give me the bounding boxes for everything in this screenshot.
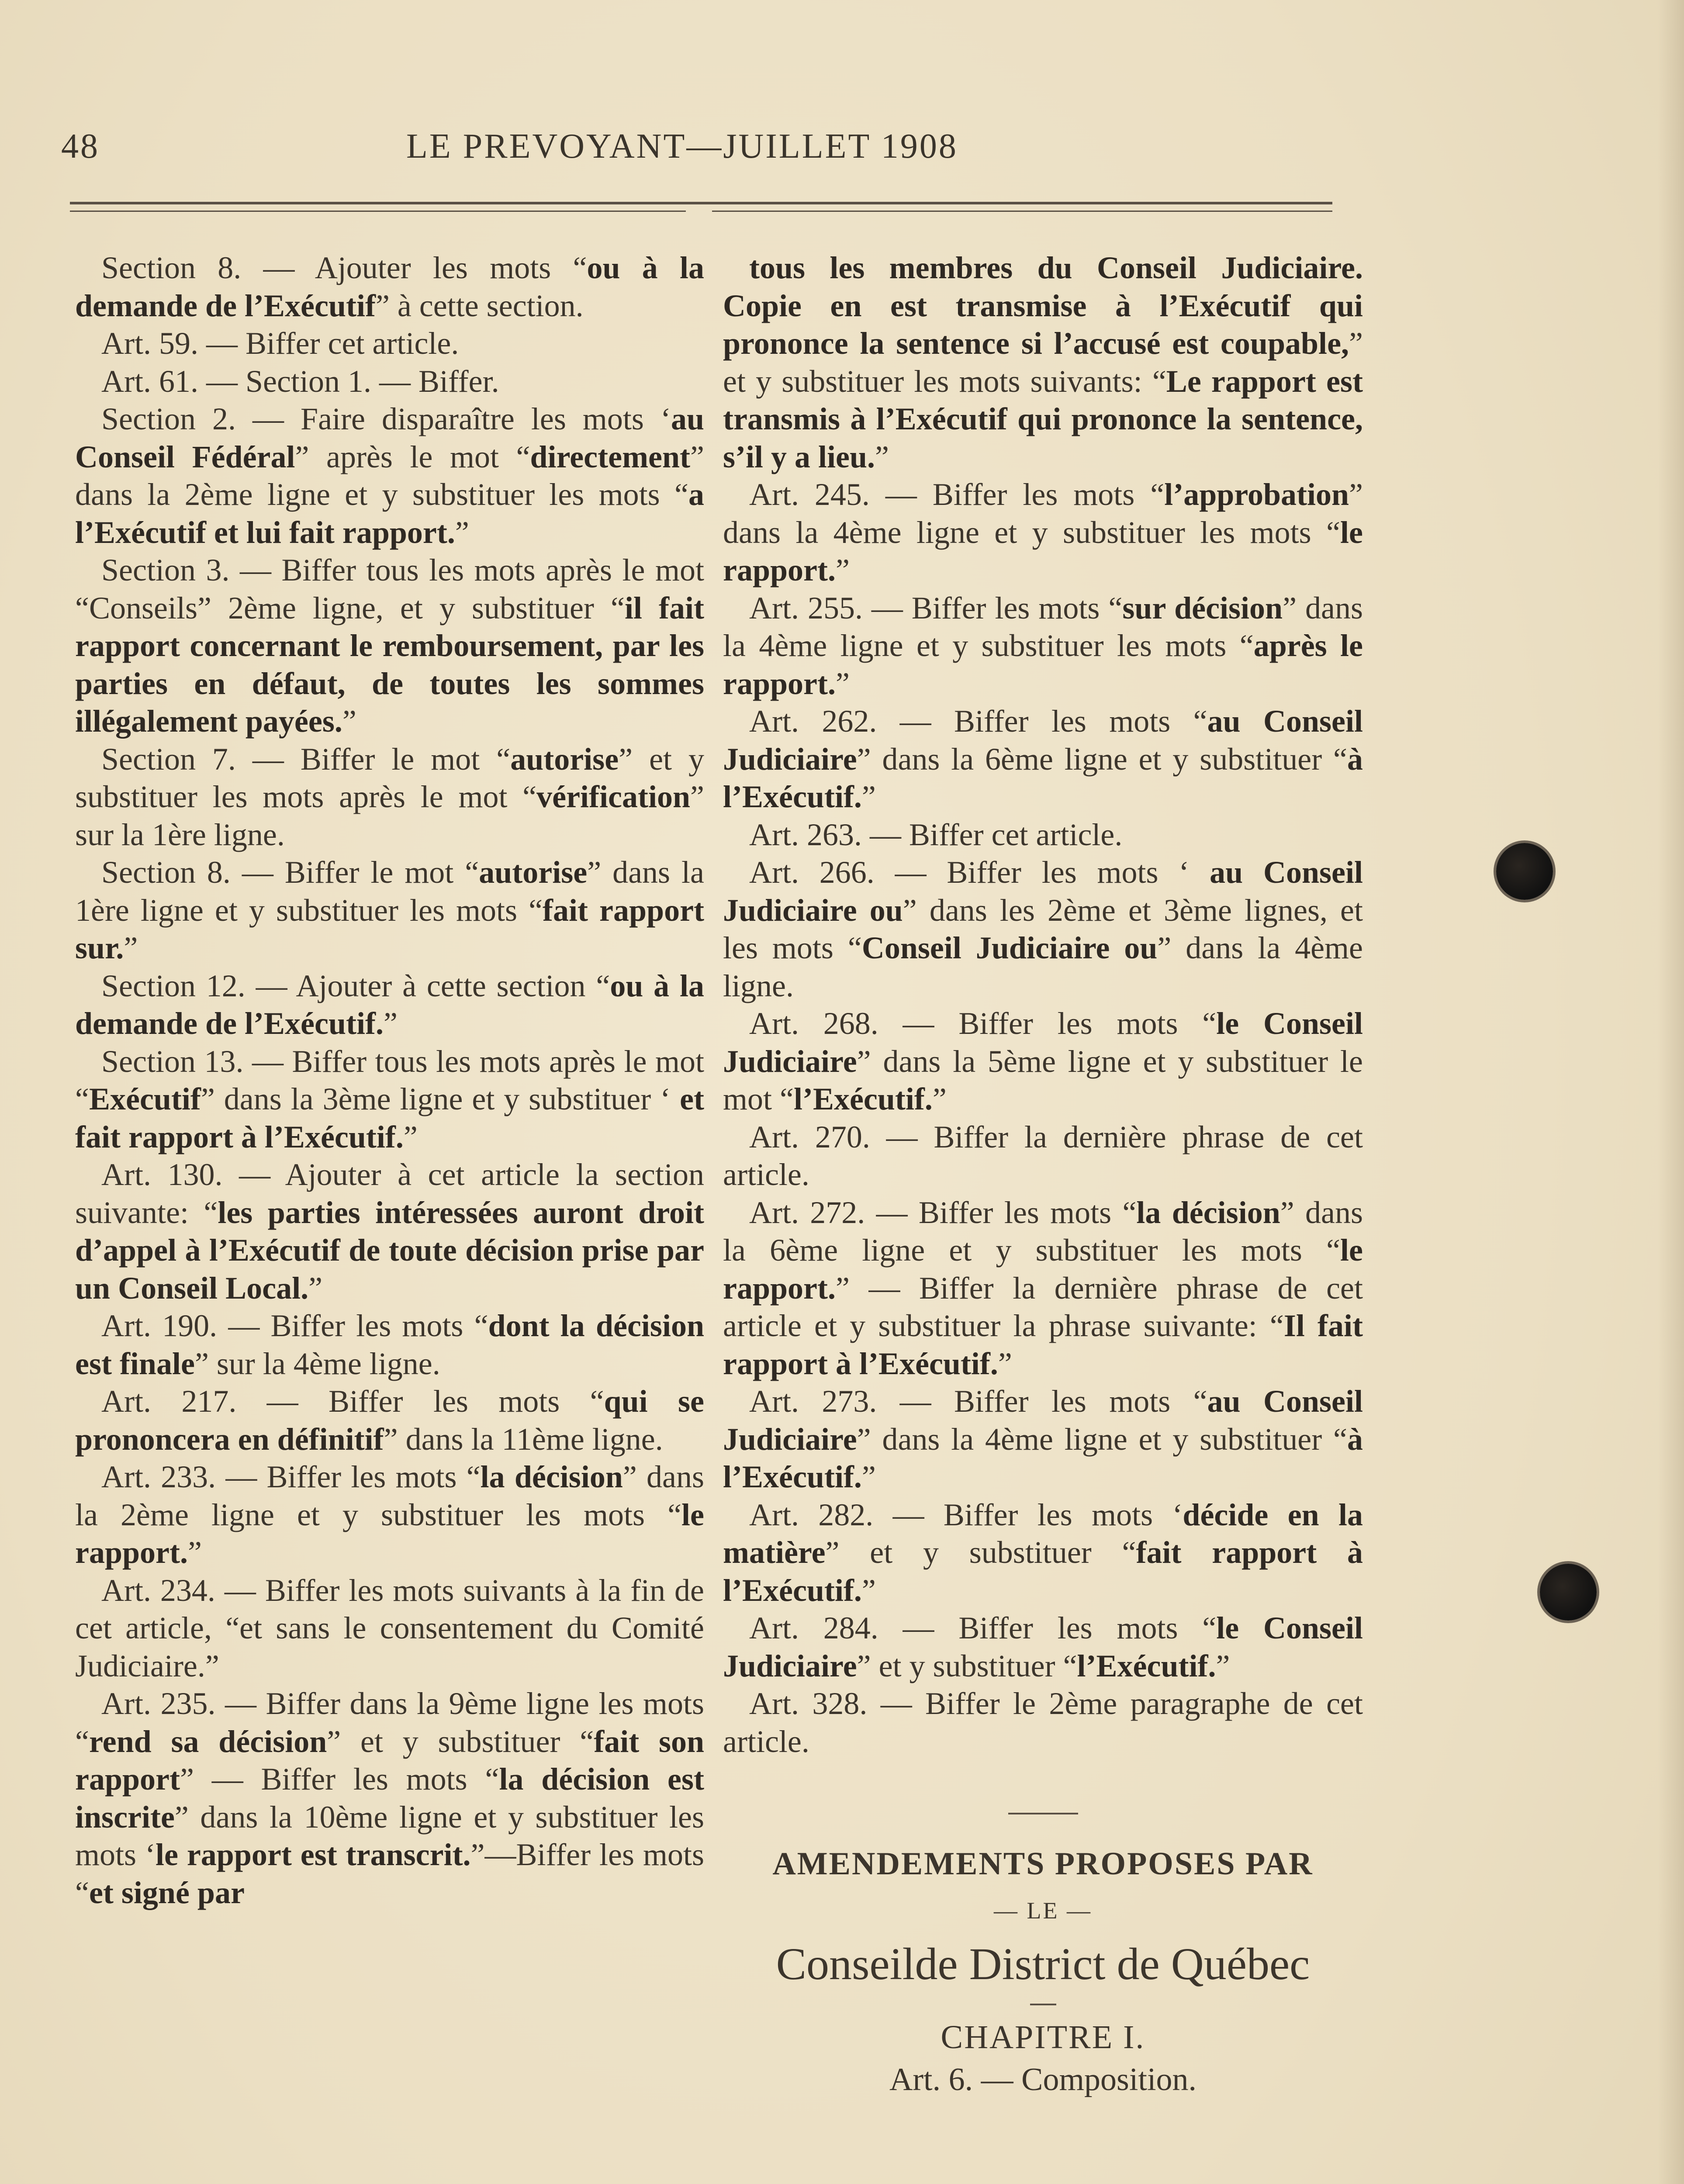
- paragraph-text: Art. 284. — Biffer les mots “: [749, 1610, 1217, 1645]
- paragraph-text: Section 2. — Faire disparaître les mots ‘: [101, 401, 671, 436]
- bold-quoted-text: le Conseil Judiciaire: [723, 1006, 1363, 1079]
- article-6-composition: Art. 6. — Composition.: [889, 2061, 1197, 2098]
- paragraph-text: Art. 266. — Biffer les mots ‘: [749, 855, 1210, 890]
- bold-quoted-text: vérification: [536, 779, 691, 814]
- paragraph-text: ”—Biffer les mots “: [75, 1837, 704, 1910]
- bold-quoted-text: l’approbation: [1164, 477, 1349, 512]
- paragraph-text: Art. 190. — Biffer les mots “: [101, 1308, 488, 1343]
- paragraph-text: ” et y substituer “: [825, 1535, 1136, 1570]
- bold-quoted-text: au Conseil Judiciaire ou: [723, 855, 1363, 928]
- right-paragraph: [723, 1382, 1363, 1496]
- section-separator: [1008, 1813, 1078, 1814]
- bold-quoted-text: qui se prononcera en définitif: [75, 1384, 704, 1457]
- paragraph-text: Art. 272. — Biffer les mots “: [749, 1195, 1137, 1230]
- paragraph-text: Art. 270. — Biffer la dernière phrase de cet article.: [723, 1119, 1363, 1192]
- left-paragraph: [75, 400, 704, 551]
- paragraph-text: Section 7. — Biffer le mot “: [101, 741, 511, 777]
- bold-quoted-text: l’Exécutif.: [1077, 1648, 1216, 1683]
- page-edge-shadow: [1658, 0, 1684, 2184]
- paragraph-text: ” et y substituer “: [327, 1724, 594, 1759]
- bold-quoted-text: l’Exécutif.: [793, 1082, 933, 1116]
- left-paragraph: [75, 967, 704, 1043]
- paragraph-text: ”: [861, 1572, 876, 1608]
- paragraph-text: ” et y substituer les mots après le mot “: [75, 741, 704, 814]
- bold-quoted-text: la décision: [1136, 1195, 1280, 1230]
- bold-quoted-text: Le rapport est transmis à l’Exécutif qui prononce la sentence, s’il y a lieu.: [723, 363, 1363, 474]
- paragraph-text: ” dans la 2ème ligne et y substituer les mots “: [75, 439, 704, 512]
- left-paragraph: [75, 854, 704, 967]
- paragraph-text: ” dans la 10ème ligne et y substituer les mots ‘: [75, 1799, 704, 1872]
- right-column-articles: [723, 249, 1363, 1760]
- paragraph-text: ”: [835, 553, 850, 587]
- right-paragraph: [723, 1685, 1363, 1760]
- amendments-le: — LE —: [994, 1897, 1092, 1924]
- left-paragraph: [75, 740, 704, 854]
- paragraph-text: ”: [835, 666, 850, 701]
- paragraph-text: Art. 273. — Biffer les mots “: [749, 1384, 1207, 1419]
- bold-quoted-text: Conseil Judiciaire ou: [861, 930, 1158, 965]
- paragraph-text: Art. 130. — Ajouter à cet article la section suivante: “: [75, 1157, 704, 1230]
- paragraph-text: ” — Biffer les mots “: [180, 1762, 499, 1797]
- bold-quoted-text: décide en la matière: [723, 1497, 1363, 1570]
- paragraph-text: ” — Biffer la dernière phrase de cet article et y substituer la phrase suivante: “: [723, 1270, 1363, 1343]
- bold-quoted-text: et fait rapport à l’Exécutif.: [75, 1082, 704, 1154]
- bold-quoted-text: au Conseil Fédéral: [75, 401, 704, 474]
- paragraph-text: ” dans la 11ème ligne.: [384, 1421, 663, 1457]
- paragraph-text: ” après le mot “: [295, 439, 530, 474]
- bold-quoted-text: le rapport.: [723, 1233, 1363, 1306]
- left-paragraph: [75, 1572, 704, 1685]
- right-column: [723, 249, 1363, 2098]
- right-paragraph: [723, 1194, 1363, 1383]
- paragraph-text: Art. 217. — Biffer les mots “: [101, 1384, 604, 1419]
- paragraph-text: ”: [455, 515, 469, 550]
- bold-quoted-text: fait rapport à l’Exécutif.: [723, 1535, 1363, 1608]
- header-rule-left: [70, 211, 686, 212]
- left-paragraph: [75, 363, 704, 401]
- paragraph-text: ” dans la 1ère ligne et y substituer les mots “: [75, 855, 704, 928]
- bold-quoted-text: à l’Exécutif.: [723, 1421, 1363, 1494]
- paragraph-text: ”: [342, 704, 356, 739]
- journal-title: LE PREVOYANT—JUILLET 1908: [406, 127, 958, 166]
- right-paragraph: [723, 476, 1363, 589]
- bold-quoted-text: le rapport est transcrit.: [155, 1837, 471, 1872]
- paragraph-text: ” à cette section.: [375, 288, 584, 323]
- bold-quoted-text: Exécutif: [89, 1082, 201, 1116]
- bold-quoted-text: la décision est inscrite: [75, 1762, 704, 1835]
- paragraph-text: Art. 245. — Biffer les mots “: [749, 477, 1165, 512]
- paragraph-text: Art. 255. — Biffer les mots “: [749, 590, 1123, 625]
- bold-quoted-text: tous les membres du Conseil Judiciaire. Copie en est transmise à l’Exécutif qui prononce la sentence si l’accusé est coupable,: [723, 250, 1363, 361]
- chapter-heading: CHAPITRE I.: [941, 2019, 1145, 2056]
- small-dash: [1030, 2004, 1056, 2005]
- amendments-heading: AMENDEMENTS PROPOSES PAR: [772, 1846, 1314, 1882]
- paragraph-text: ” sur la 1ère ligne.: [75, 779, 704, 852]
- paragraph-text: ”: [1216, 1648, 1230, 1683]
- left-paragraph: [75, 1307, 704, 1382]
- paragraph-text: Section 8. — Biffer le mot “: [101, 855, 479, 890]
- bold-quoted-text: au Conseil Judiciaire: [723, 704, 1363, 777]
- paragraph-text: ”: [861, 779, 876, 814]
- paragraph-text: ”: [308, 1270, 323, 1306]
- paragraph-text: ”: [875, 439, 889, 474]
- bold-quoted-text: Il fait rapport à l’Exécutif.: [723, 1308, 1363, 1381]
- bold-quoted-text: sur décision: [1122, 590, 1283, 625]
- bold-quoted-text: rend sa décision: [89, 1724, 327, 1759]
- paragraph-text: ”: [124, 930, 138, 965]
- bold-quoted-text: ou à la demande de l’Exécutif: [75, 250, 704, 323]
- bold-quoted-text: le rapport.: [75, 1497, 704, 1570]
- binding-hole-lower: [1540, 1564, 1597, 1621]
- bold-quoted-text: à l’Exécutif.: [723, 741, 1363, 814]
- right-paragraph: [723, 1005, 1363, 1118]
- bold-quoted-text: après le rapport.: [723, 628, 1363, 701]
- left-paragraph: [75, 325, 704, 363]
- paragraph-text: ”: [383, 1006, 398, 1041]
- paragraph-text: ” et y substituer les mots suivants: “: [723, 326, 1363, 399]
- header-rule-top: [70, 202, 1332, 204]
- paragraph-text: Art. 282. — Biffer les mots ‘: [749, 1497, 1183, 1532]
- bold-quoted-text: fait rapport sur.: [75, 892, 705, 965]
- left-paragraph: [75, 1156, 704, 1307]
- paragraph-text: ” dans la 6ème ligne et y substituer “: [857, 741, 1347, 777]
- bold-quoted-text: au Conseil Judiciaire: [723, 1384, 1363, 1457]
- paragraph-text: Art. 268. — Biffer les mots “: [749, 1006, 1217, 1041]
- left-paragraph: [75, 1043, 704, 1156]
- bold-quoted-text: la décision: [480, 1459, 623, 1494]
- left-paragraph: [75, 551, 704, 740]
- paragraph-text: ”: [187, 1535, 202, 1570]
- right-paragraph: [723, 1118, 1363, 1194]
- right-paragraph: [723, 816, 1363, 854]
- right-paragraph: [723, 1609, 1363, 1685]
- paragraph-text: Art. 328. — Biffer le 2ème paragraphe de cet article.: [723, 1686, 1363, 1759]
- paragraph-text: ” dans la 3ème ligne et y substituer ‘: [201, 1082, 680, 1116]
- paragraph-text: Art. 61. — Section 1. — Biffer.: [101, 363, 499, 399]
- left-paragraph: [75, 1458, 704, 1572]
- bold-quoted-text: fait son rapport: [75, 1724, 705, 1797]
- right-paragraph: [723, 249, 1363, 476]
- paragraph-text: Art. 59. — Biffer cet article.: [101, 326, 459, 361]
- bold-quoted-text: le Conseil Judiciaire: [723, 1610, 1363, 1683]
- right-paragraph: [723, 1496, 1363, 1610]
- bold-quoted-text: a l’Exécutif et lui fait rapport.: [75, 477, 704, 550]
- bold-quoted-text: autorise: [479, 855, 588, 890]
- paragraph-text: Art. 262. — Biffer les mots “: [749, 704, 1207, 739]
- right-paragraph: [723, 854, 1363, 1005]
- bold-quoted-text: les parties intéressées auront droit d’appel à l’Exécutif de toute décision prise par un Conseil Local.: [75, 1195, 704, 1306]
- bold-quoted-text: le rapport.: [723, 515, 1363, 587]
- bold-quoted-text: autorise: [510, 741, 619, 777]
- paragraph-text: ” dans les 2ème et 3ème lignes, et les mots “: [723, 892, 1363, 965]
- paragraph-text: Art. 234. — Biffer les mots suivants à la fin de cet article, “et sans le consentement du Comité Judiciaire.”: [75, 1572, 704, 1683]
- council-name: Conseilde District de Québec: [776, 1939, 1310, 1989]
- paragraph-text: Section 13. — Biffer tous les mots après le mot “: [75, 1044, 704, 1116]
- page-number: 48: [61, 127, 100, 166]
- paragraph-text: Section 12. — Ajouter à cette section “: [101, 968, 610, 1003]
- paragraph-text: ”: [861, 1459, 876, 1494]
- paragraph-text: Section 8. — Ajouter les mots “: [101, 250, 587, 285]
- running-header: [61, 127, 1341, 179]
- binding-hole-upper: [1496, 843, 1553, 900]
- paragraph-text: ” dans la 6ème ligne et y substituer les mots “: [723, 1195, 1363, 1268]
- left-column: [75, 249, 704, 1911]
- paragraph-text: ” dans la 5ème ligne et y substituer le mot “: [723, 1044, 1363, 1116]
- bold-quoted-text: il fait rapport concernant le remboursement, par les parties en défaut, de toutes les sommes illégalement payées.: [75, 590, 704, 739]
- bold-quoted-text: directement: [530, 439, 691, 474]
- left-paragraph: [75, 1382, 704, 1458]
- paragraph-text: Art. 263. — Biffer cet article.: [749, 817, 1123, 852]
- paragraph-text: ” dans la 4ème ligne et y substituer les mots “: [723, 590, 1363, 663]
- paragraph-text: ”: [932, 1082, 947, 1116]
- right-paragraph: [723, 702, 1363, 816]
- bold-quoted-text: et signé par: [89, 1875, 245, 1910]
- paragraph-text: Art. 233. — Biffer les mots “: [101, 1459, 481, 1494]
- paragraph-text: ” sur la 4ème ligne.: [194, 1346, 440, 1381]
- paragraph-text: ” dans la 4ème ligne et y substituer les mots “: [723, 477, 1363, 550]
- paragraph-text: Section 3. — Biffer tous les mots après le mot “Conseils” 2ème ligne, et y substituer “: [75, 553, 704, 625]
- left-paragraph: [75, 1685, 704, 1911]
- paragraph-text: ” et y substituer “: [857, 1648, 1077, 1683]
- paragraph-text: ” dans la 4ème ligne et y substituer “: [857, 1421, 1347, 1457]
- header-rule-right: [712, 211, 1332, 212]
- paragraph-text: Art. 235. — Biffer dans la 9ème ligne les mots “: [75, 1686, 704, 1759]
- paragraph-text: ”: [998, 1346, 1012, 1381]
- paragraph-text: ” dans la 2ème ligne et y substituer les mots “: [75, 1459, 704, 1532]
- left-paragraph: [75, 249, 704, 325]
- paragraph-text: ”: [403, 1119, 418, 1154]
- paragraph-text: ” dans la 4ème ligne.: [723, 930, 1363, 1003]
- right-paragraph: [723, 589, 1363, 703]
- bold-quoted-text: ou à la demande de l’Exécutif.: [75, 968, 704, 1041]
- bold-quoted-text: dont la décision est finale: [75, 1308, 704, 1381]
